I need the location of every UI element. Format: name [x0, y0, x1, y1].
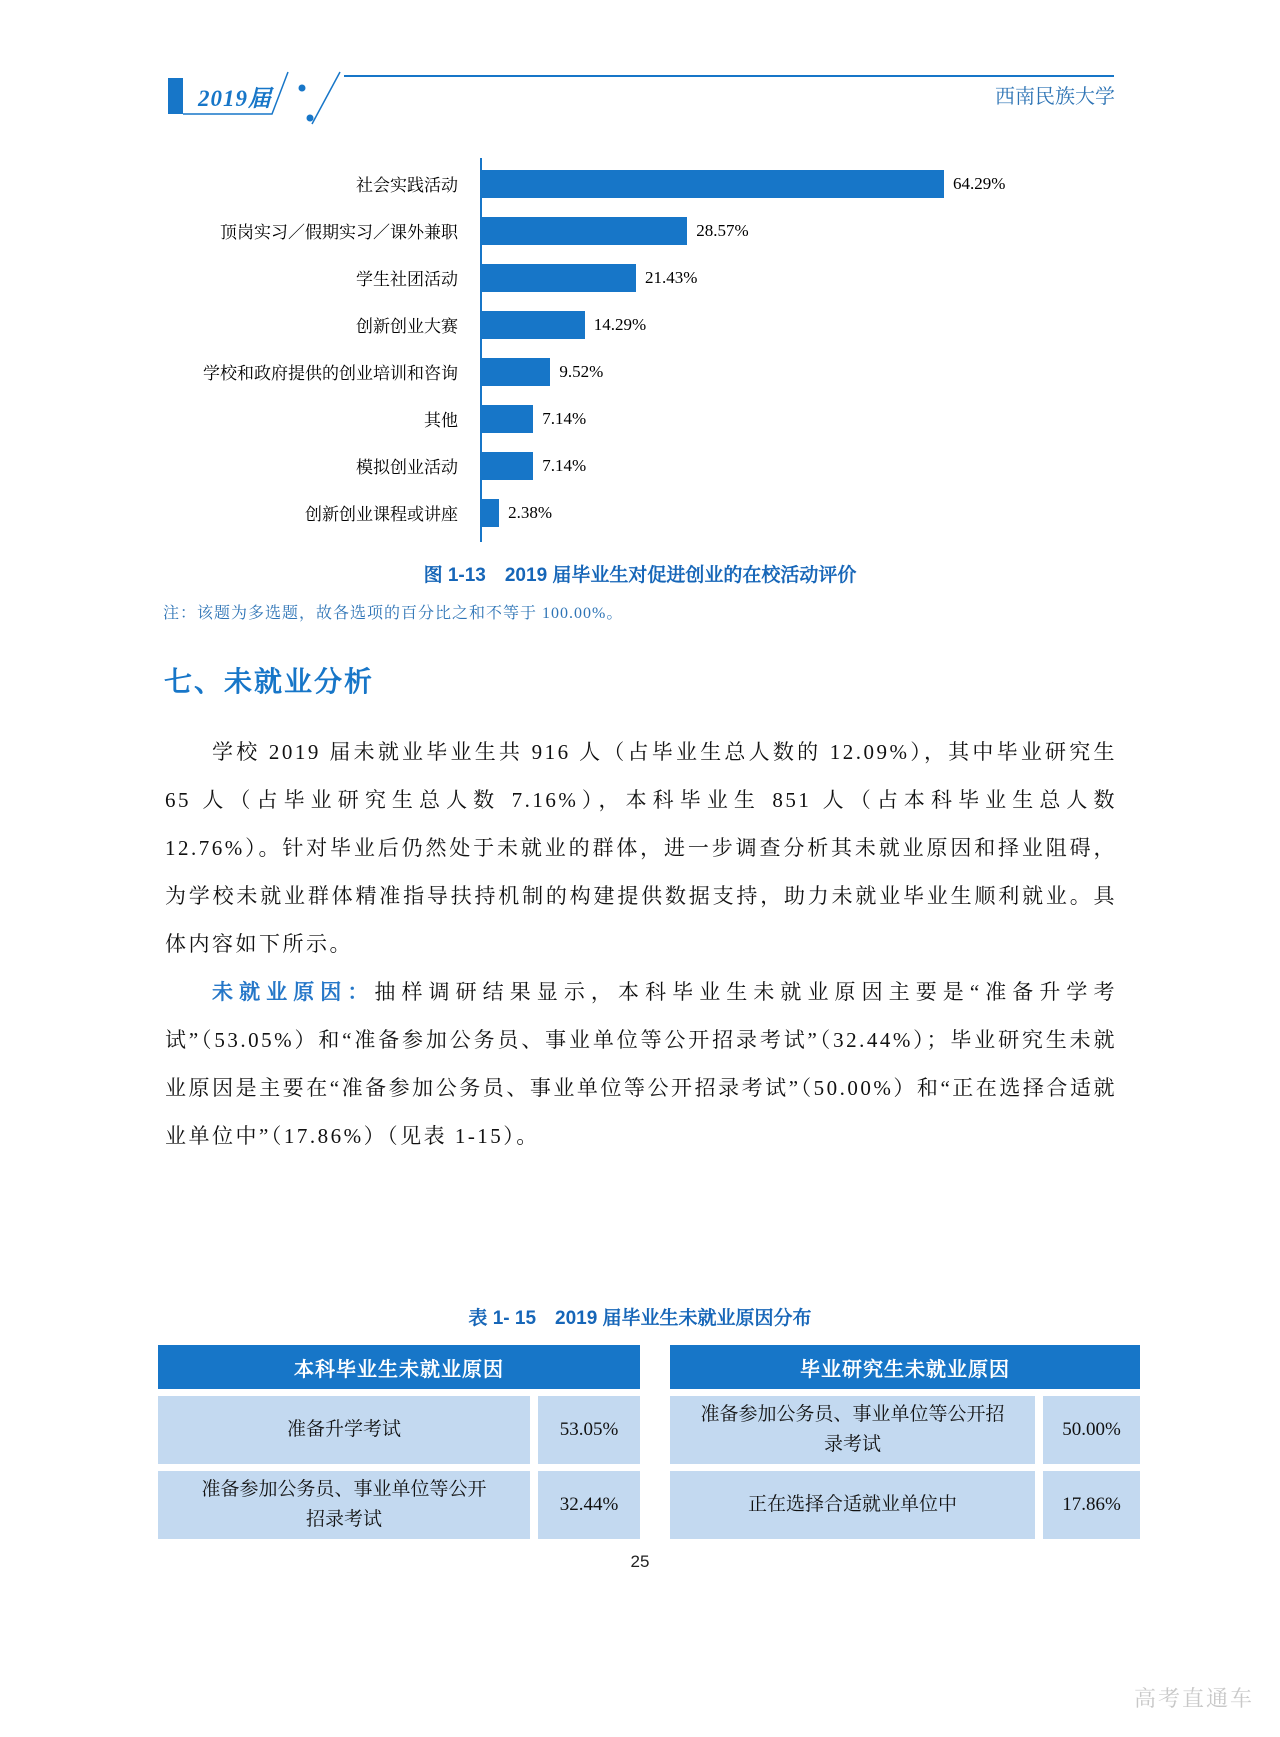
paragraph-2-text: 抽样调研结果显示，本科毕业生未就业原因主要是“准备升学考试”（53.05%）和“准备参加公务员、事业单位等公开招录考试”（32.44%）；毕业研究生未就业原因是主要在“准备参加公务员、事业单位等公开招录考试”（50.00%）和“正在选择合适就业单位中”（17.86%）（见表 1-15）。	[165, 980, 1118, 1148]
percent-cell: 32.44%	[538, 1471, 640, 1539]
chart-value-label: 2.38%	[508, 502, 553, 522]
percent-cell: 17.86%	[1043, 1471, 1140, 1539]
chart-category-label: 学校和政府提供的创业培训和咨询	[203, 364, 458, 383]
paragraph-2-lead-label: 未就业原因：	[212, 980, 375, 1004]
chart-bar	[482, 311, 585, 339]
chart-category-label: 社会实践活动	[356, 176, 458, 195]
chart-value-label: 7.14%	[542, 408, 587, 428]
chart-bar	[482, 405, 533, 433]
table-graduate-reasons	[670, 1345, 1140, 1546]
header-year-label: 2019届	[198, 86, 272, 111]
chart-note: 注：该题为多选题，故各选项的百分比之和不等于 100.00%。	[163, 605, 624, 622]
chart-bar	[482, 358, 550, 386]
chart-value-label: 9.52%	[559, 361, 604, 381]
table-caption: 表 1- 15 2019 届毕业生未就业原因分布	[468, 1308, 812, 1329]
watermark: 高考直通车	[1134, 1686, 1255, 1711]
chart-category-label: 创新创业大赛	[356, 317, 458, 336]
paragraph-1: 学校 2019 届未就业毕业生共 916 人（占毕业生总人数的 12.09%），其中毕业研究生 65 人（占毕业研究生总人数 7.16%），本科毕业生 851 人（占本科毕业生总人数 12.76%）。针对毕业后仍然处于未就业的群体，进一步调查分析其未就业原因和择业阻碍，为学校未就业群体精准指导扶持机制的构建提供数据支持，助力未就业毕业生顺利就业。具体内容如下所示。	[165, 740, 1117, 956]
chart-bar	[482, 452, 533, 480]
figure-caption: 图 1-13 2019 届毕业生对促进创业的在校活动评价	[423, 565, 857, 586]
chart-row	[165, 348, 1115, 395]
table-row	[670, 1471, 1140, 1539]
chart-value-label: 64.29%	[952, 173, 1006, 193]
header-rule	[344, 75, 1114, 77]
section-body	[165, 728, 1117, 1160]
table-header: 本科毕业生未就业原因	[158, 1345, 640, 1389]
table-row	[670, 1396, 1140, 1464]
chart-category-label: 模拟创业活动	[356, 458, 458, 477]
paragraph-2	[165, 968, 1117, 1160]
reason-cell: 准备升学考试	[158, 1396, 530, 1464]
bar-chart	[165, 160, 1115, 538]
chart-category-label: 其他	[424, 411, 458, 430]
reason-cell: 正在选择合适就业单位中	[670, 1471, 1035, 1539]
reason-cell: 准备参加公务员、事业单位等公开招录考试	[670, 1396, 1035, 1464]
chart-row	[165, 207, 1115, 254]
table-undergraduate-reasons	[158, 1345, 640, 1546]
chart-row	[165, 301, 1115, 348]
table-header: 毕业研究生未就业原因	[670, 1345, 1140, 1389]
percent-cell: 53.05%	[538, 1396, 640, 1464]
chart-bar	[482, 499, 499, 527]
chart-value-label: 14.29%	[593, 314, 647, 334]
chart-value-label: 28.57%	[696, 220, 749, 240]
percent-cell: 50.00%	[1043, 1396, 1140, 1464]
table-row	[158, 1396, 640, 1464]
table-row	[158, 1471, 640, 1539]
chart-value-label: 7.14%	[542, 455, 587, 475]
chart-category-label: 学生社团活动	[356, 270, 458, 289]
chart-row	[165, 254, 1115, 301]
chart-category-label: 顶岗实习／假期实习／课外兼职	[220, 223, 458, 242]
chart-bar	[482, 217, 687, 245]
chart-row	[165, 489, 1115, 536]
chart-category-label: 创新创业课程或讲座	[305, 505, 458, 524]
chart-row	[165, 442, 1115, 489]
chart-bar	[482, 170, 944, 198]
chart-bar	[482, 264, 636, 292]
page-number: 25	[630, 1552, 650, 1571]
section-heading: 七、未就业分析	[164, 666, 375, 697]
chart-row	[165, 395, 1115, 442]
chart-row	[165, 160, 1115, 207]
chart-value-label: 21.43%	[644, 267, 698, 287]
reason-cell: 准备参加公务员、事业单位等公开招录考试	[158, 1471, 530, 1539]
header-school-name: 西南民族大学	[995, 86, 1115, 108]
